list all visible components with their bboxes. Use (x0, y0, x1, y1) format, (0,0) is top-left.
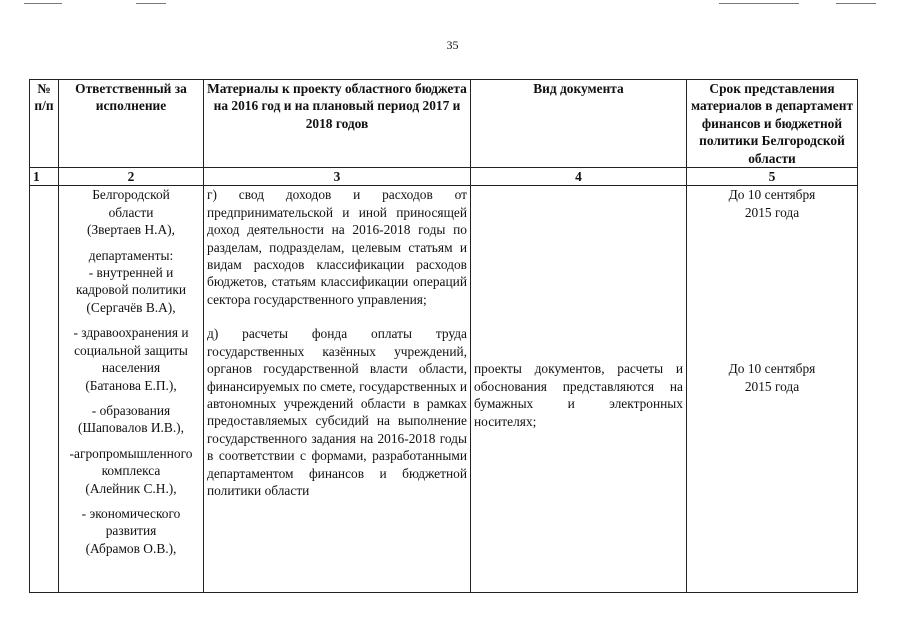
responsible-line: (Батанова Е.П.), (85, 377, 177, 393)
header-num: № п/п (30, 80, 59, 168)
responsible-cell (59, 186, 204, 593)
deadline-line: 2015 года (744, 378, 800, 394)
responsible-line: - внутренней и (88, 265, 174, 281)
materials-item-g: г) свод доходов и расходов от предпринимательской и иной приносящей доход деятельности на 2016-2018 годы по разделам, подразделам, целевым статьям и видам расходов классификации расходов бюджетов, статьям классификации операций сектора государственного управления; (207, 187, 467, 307)
responsible-line: (Звертаев Н.А), (87, 222, 175, 238)
header-materials: Материалы к проекту областного бюджета на 2016 год и на плановый период 2017 и 2018 годов (204, 80, 471, 168)
top-rule (136, 3, 166, 4)
responsible-line: -агропромышленного (69, 445, 193, 461)
responsible-line: социальной защиты (74, 342, 188, 358)
row-number-cell (30, 186, 59, 593)
responsible-line: комплекса (101, 463, 161, 479)
header-responsible: Ответственный за исполнение (59, 80, 204, 168)
materials-item-d: д) расчеты фонда оплаты труда государственных казённых учреждений, органов государственной власти области, финансируемых по смете, государственных и автономных учреждений области в рамках предоставляемых субсидий на выполнение государственного задания на 2016-2018 годы в соответствии с формами, разработанными департаментом финансов и бюджетной политики области (207, 326, 467, 498)
deadline-line: До 10 сентября (728, 187, 816, 203)
column-number: 3 (204, 168, 471, 186)
responsible-line: Белгородской (92, 187, 170, 203)
responsible-line: (Шаповалов И.В.), (78, 420, 184, 436)
responsible-line: (Абрамов О.В.), (85, 540, 177, 556)
header-doc-type: Вид документа (471, 80, 687, 168)
table-row (30, 186, 858, 593)
responsible-line: департаменты: (88, 247, 174, 263)
header-deadline: Срок представления материалов в департамент финансов и бюджетной политики Белгородской области (687, 80, 858, 168)
column-number: 5 (687, 168, 858, 186)
deadline-line: До 10 сентября (728, 361, 816, 377)
deadline-line: 2015 года (744, 204, 800, 220)
responsible-line: - экономического (81, 505, 181, 521)
responsible-line: (Алейник С.Н.), (85, 480, 177, 496)
responsible-line: - образования (91, 402, 171, 418)
top-rule (836, 3, 876, 4)
doc-type-cell (471, 186, 687, 593)
budget-materials-table (29, 79, 858, 593)
top-rule (719, 3, 799, 4)
header-row (30, 80, 858, 168)
responsible-line: населения (101, 360, 161, 376)
column-number: 1 (30, 168, 59, 186)
deadline-cell (687, 186, 858, 593)
responsible-line: - здравоохранения и (73, 325, 189, 341)
top-rule (24, 3, 62, 4)
responsible-line: (Сергачёв В.А), (86, 299, 176, 315)
responsible-line: развития (105, 523, 157, 539)
column-number: 2 (59, 168, 204, 186)
doc-type-text: проекты документов, расчеты и обоснования представляются на бумажных и электронных носителях; (474, 361, 683, 429)
page-number: 35 (446, 38, 459, 52)
column-number-row (30, 168, 858, 186)
column-number: 4 (471, 168, 687, 186)
responsible-line: области (108, 204, 154, 220)
materials-cell (204, 186, 471, 593)
responsible-line: кадровой политики (75, 282, 187, 298)
